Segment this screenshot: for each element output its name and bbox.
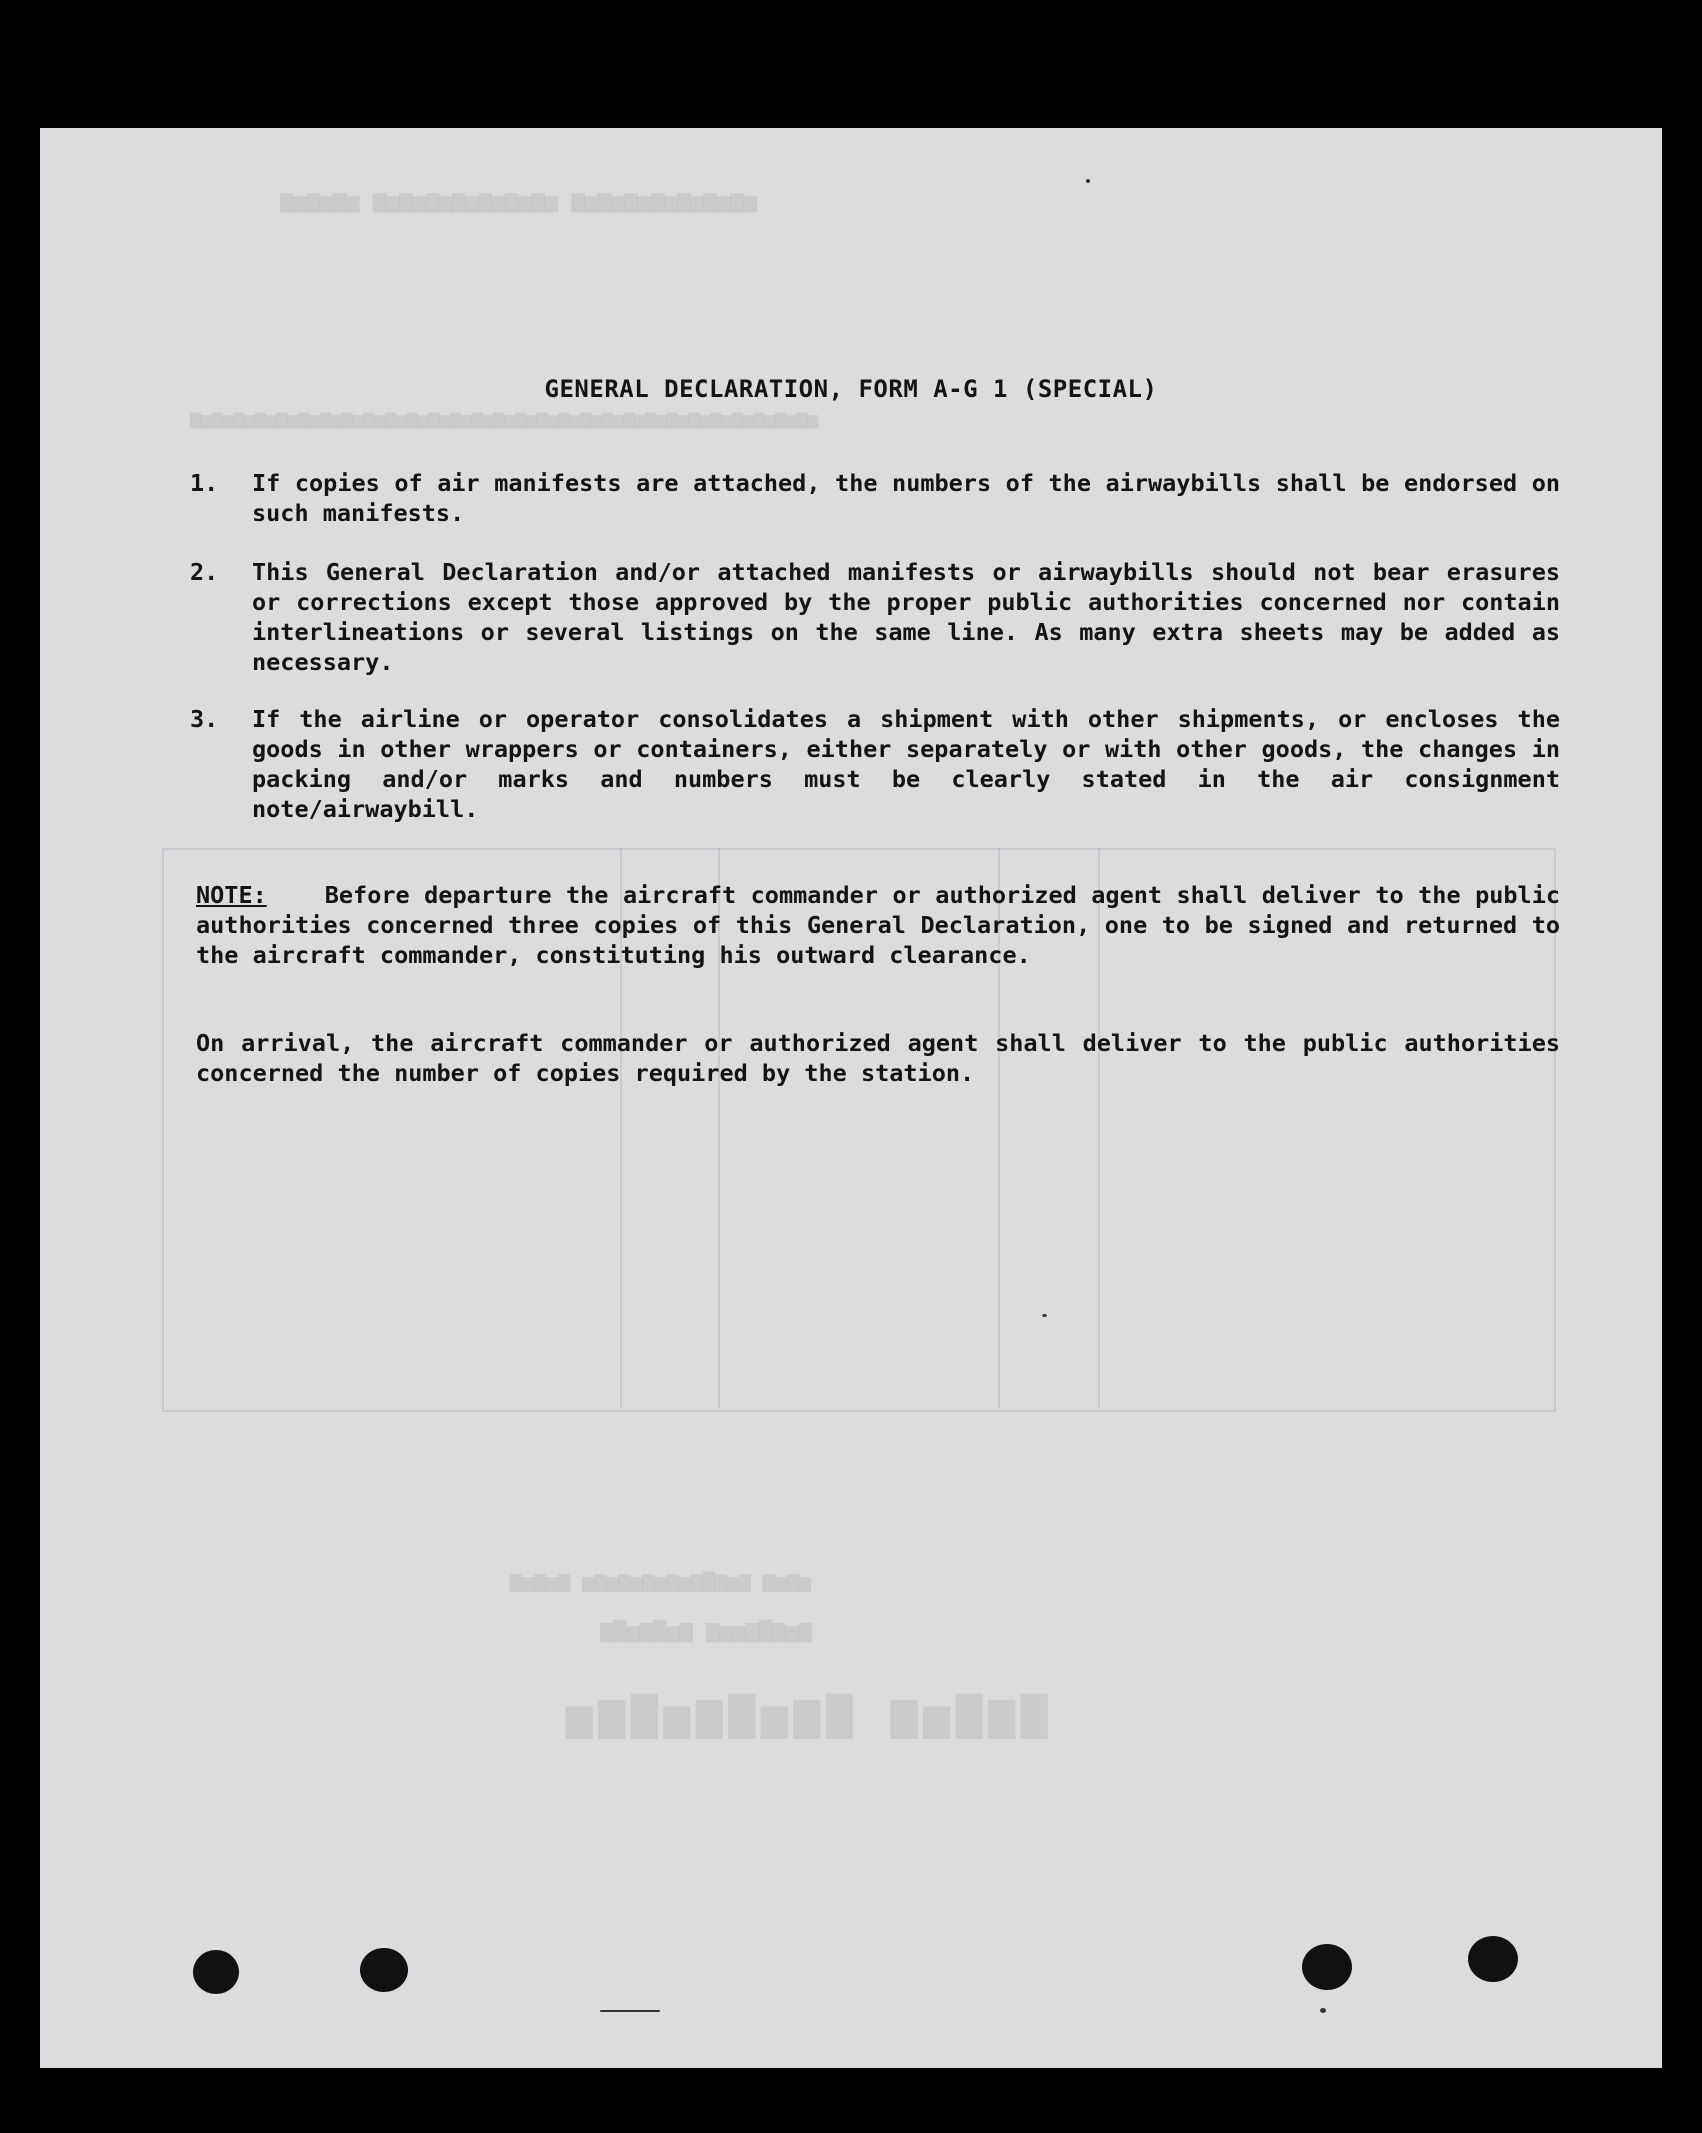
item-text: If the airline or operator consolidates a shipment with other shipments, or encloses the goods in other wrappers or containers, either separately or with other goods, the changes in packing and/or marks and numbers must be clearly stated in the air consignment note/airwaybill. bbox=[252, 705, 1560, 823]
document-content bbox=[40, 128, 1662, 2068]
note-label: NOTE: bbox=[196, 881, 267, 909]
bleed-through-text: ▅▆▅▆▅▆▅▆▅▆▅▆▅▆▅▆▅▆▅▆▅▆▅▆▅▆▅▆▅▆▅▆▅▆▅▆▅▆▅▆▅▆▅▆▅▆▅▆▅▆▅▆▅▆▅▆▅▆ bbox=[190, 408, 819, 429]
scan-speck bbox=[1320, 2008, 1326, 2013]
bleed-through-text: ▇▆▇▅▆ ▇▆▅▇▆▅▇▆▅ bbox=[560, 1688, 1048, 1739]
punch-hole bbox=[1468, 1936, 1518, 1982]
scan-speck bbox=[600, 2010, 660, 2012]
scan-speck bbox=[1042, 1314, 1047, 1317]
arrival-paragraph: On arrival, the aircraft commander or authorized agent shall deliver to the public authorities concerned the number of copies required by the station. bbox=[196, 1029, 1560, 1087]
note-paragraph bbox=[196, 880, 1560, 970]
document-title: GENERAL DECLARATION, FORM A-G 1 (SPECIAL) bbox=[544, 375, 1158, 403]
scan-speck bbox=[1086, 179, 1090, 183]
bleed-through-text: ▆▅▆▇▆▅▅▆ ▆▅▇▆▅▇▆ bbox=[600, 1618, 812, 1643]
punch-hole bbox=[360, 1948, 408, 1992]
item-text: If copies of air manifests are attached, the numbers of the airwaybills shall be endorsed on such manifests. bbox=[252, 469, 1560, 527]
punch-hole bbox=[193, 1950, 239, 1994]
item-number: 2. bbox=[190, 558, 219, 586]
item-text: This General Declaration and/or attached manifests or airwaybills should not bear erasures or corrections except those approved by the proper public authorities concerned nor contain interlineations or several listings on the same line. As many extra sheets may be added as necessary. bbox=[252, 558, 1560, 676]
bleed-through-text: ▅▆▅▆▅▆▅▆▅▆▅▆▅▆ ▅▆▅▆▅▆▅▆▅▆▅▆▅▆ ▅▆▅▆▅▆ bbox=[280, 188, 757, 213]
item-number: 1. bbox=[190, 469, 219, 497]
punch-hole bbox=[1302, 1944, 1352, 1990]
item-number: 3. bbox=[190, 705, 219, 733]
document-page bbox=[40, 128, 1662, 2068]
bleed-through-text: ▅▆▅▆ ▆▅▆▇▆▅▆▅▆▅▆▅▆▅ ▆▅▆▅▆ bbox=[510, 1568, 812, 1592]
note-text: Before departure the aircraft commander or authorized agent shall deliver to the public authorities concerned three copies of this General Declaration, one to be signed and returned to the aircraft commander, constituting his outward clearance. bbox=[196, 881, 1560, 969]
